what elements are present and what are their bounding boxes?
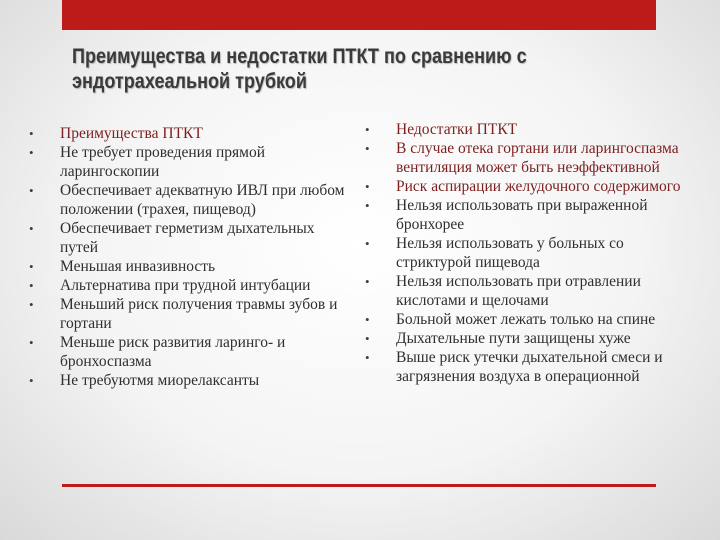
list-item: • Обеспечивает адекватную ИВЛ при любом положении (трахея, пищевод) <box>29 182 345 218</box>
bullet-icon: • <box>29 373 34 389</box>
list-item: • Меньший риск получения травмы зубов и гортани <box>29 296 338 333</box>
bullet-icon: • <box>29 278 34 294</box>
list-item: • Не требует проведения прямой ларингоскопии <box>29 144 265 180</box>
list-item: • Больной может лежать только на спине <box>365 311 656 329</box>
bullet-icon: • <box>29 221 34 237</box>
list-item: • Недостатки ПТКТ <box>365 121 518 138</box>
disadvantages-list <box>362 121 694 387</box>
bullet-icon: • <box>29 126 34 141</box>
bullet-icon: • <box>365 141 370 157</box>
top-accent-bar <box>62 0 656 30</box>
bullet-icon: • <box>29 258 34 274</box>
bottom-accent-line <box>62 484 656 487</box>
bullet-icon: • <box>29 145 34 161</box>
list-item: • Обеспечивает герметизм дыхательных путей <box>29 220 315 256</box>
bullet-icon: • <box>29 183 34 199</box>
list-item: • Не требуютмя миорелаксанты <box>29 372 260 390</box>
bullet-icon: • <box>365 198 370 214</box>
bullet-icon: • <box>29 297 34 313</box>
list-item: • Меньше риск развития ларинго- и бронхоспазма <box>29 334 286 370</box>
bullet-icon: • <box>365 350 370 366</box>
bullet-icon: • <box>365 312 370 328</box>
list-item: • Нельзя использовать при выраженной бронхорее <box>365 197 648 234</box>
list-item: • Дыхательные пути защищены хуже <box>365 330 631 348</box>
list-item: • Преимущества ПТКТ <box>29 125 203 142</box>
slide-title: Преимущества и недостатки ПТКТ по сравнению с эндотрахеальной трубкой <box>72 45 527 93</box>
list-item: • Выше риск утечки дыхательной смеси и загрязнения воздуха в операционной <box>365 349 663 386</box>
list-item: • Альтернатива при трудной интубации <box>29 277 311 295</box>
advantages-list <box>26 125 351 391</box>
list-item: • Нельзя использовать при отравлении кислотами и щелочами <box>365 273 641 309</box>
bullet-icon: • <box>365 179 370 195</box>
bullet-icon: • <box>365 331 370 347</box>
bullet-icon: • <box>365 122 370 137</box>
bullet-icon: • <box>365 236 370 252</box>
bullet-icon: • <box>29 335 34 351</box>
list-item: • В случае отека гортани или ларингоспазма вентиляция может быть неэффективной <box>365 140 679 176</box>
list-item: • Риск аспирации желудочного содержимого <box>365 178 681 196</box>
bullet-icon: • <box>365 274 370 290</box>
list-item: • Нельзя использовать у больных со стриктурой пищевода <box>365 235 624 271</box>
list-item: • Меньшая инвазивность <box>29 257 216 275</box>
